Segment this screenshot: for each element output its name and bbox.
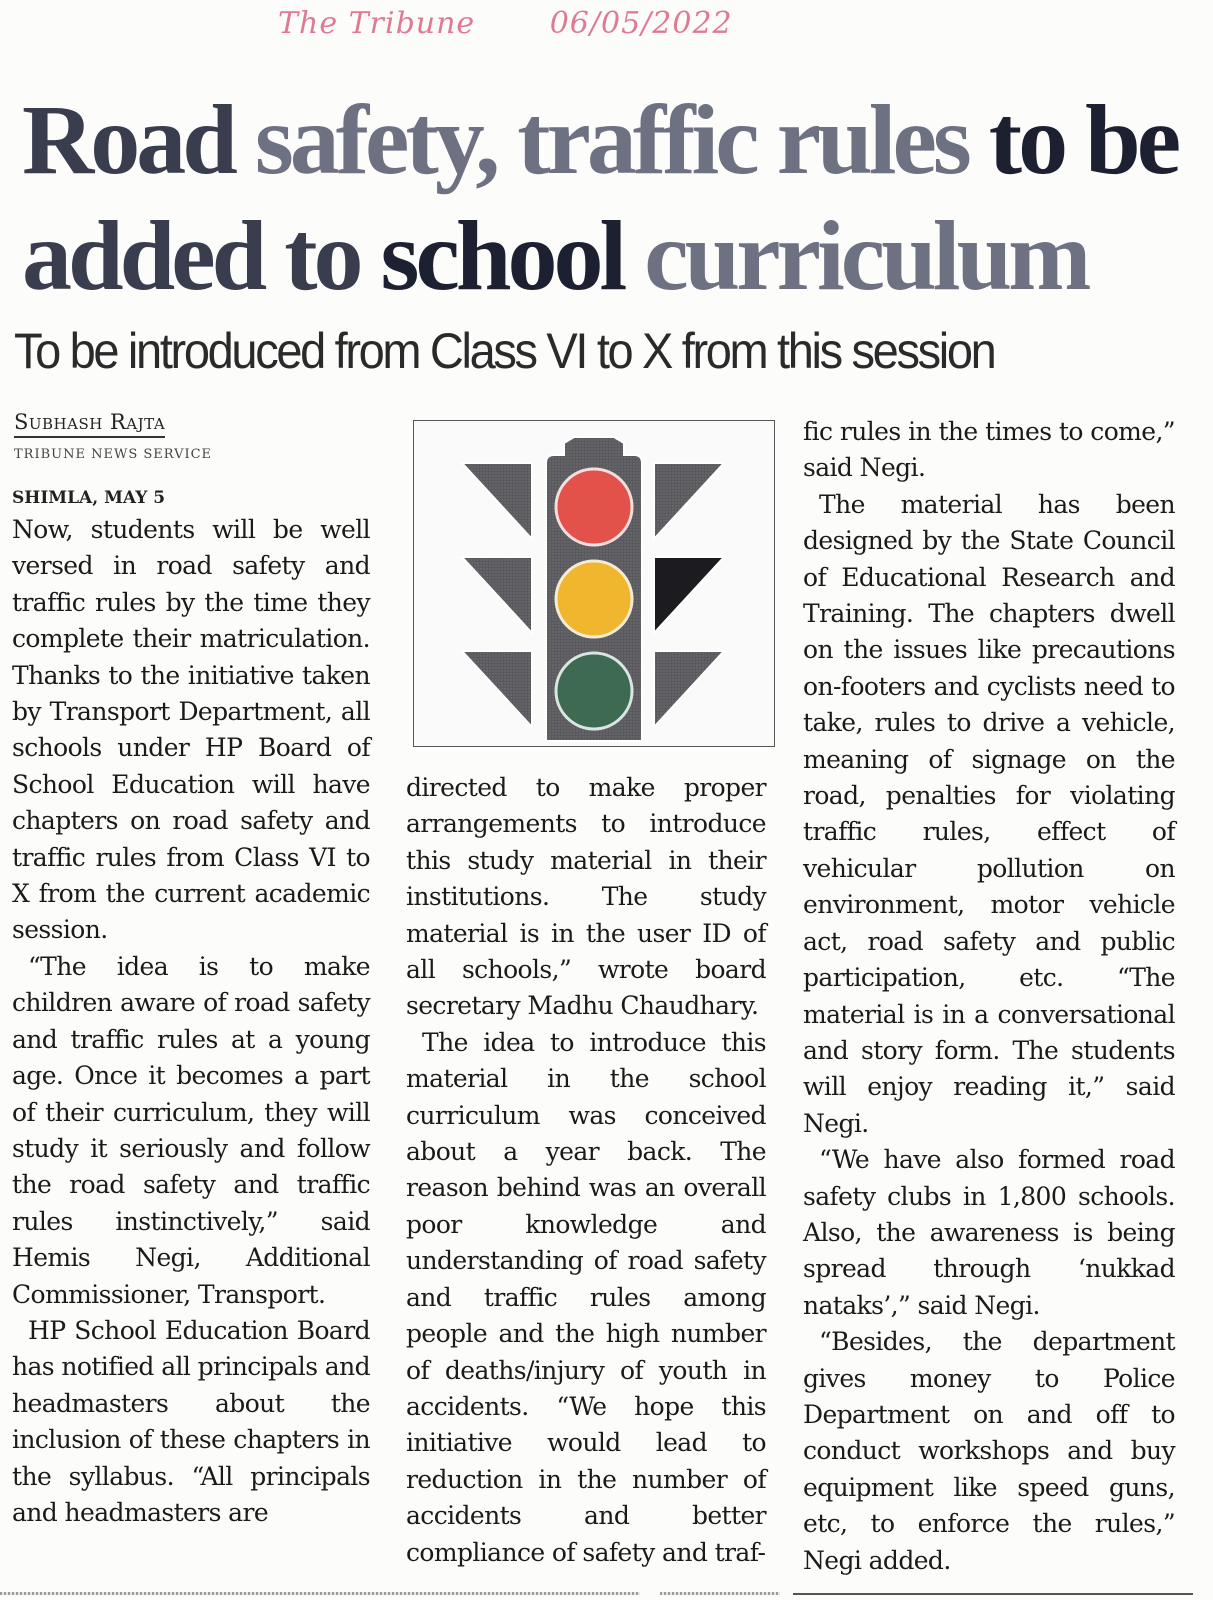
paragraph: “The idea is to make children aware of road safety and traffic rules at a young age. Once it becomes a part of their curriculum, they will study it seriously and follow the road safety and traffic rules instinctively,” said Hemis Negi, Additional Commissioner, Transport.	[12, 951, 370, 1309]
article-column-2	[406, 770, 766, 1571]
right-visor-top	[654, 463, 724, 539]
subheadline: To be introduced from Class VI to X from this session	[14, 323, 995, 379]
green-light	[556, 653, 632, 729]
article-column-3	[803, 414, 1175, 1579]
headline-word: Road	[22, 84, 234, 195]
paragraph: “Besides, the department gives money to Police Department on and off to conduct workshops and buy equipment like speed guns, etc, to enforce the rules,” Negi added.	[803, 1327, 1175, 1575]
headline	[22, 82, 1202, 314]
handwritten-date: 06/05/2022	[549, 6, 733, 41]
headline-word: traffic	[496, 84, 756, 195]
left-visor-top	[462, 463, 532, 539]
headline-word: safety,	[233, 84, 497, 195]
handwritten-publication: The Tribune	[278, 6, 476, 41]
headline-word: rules	[755, 84, 968, 195]
dateline: SHIMLA, MAY 5	[12, 488, 166, 508]
right-visor-bottom	[654, 651, 724, 727]
bottom-divider	[660, 1592, 780, 1595]
left-visor-mid	[462, 557, 532, 633]
bottom-divider	[0, 1592, 640, 1595]
paragraph: “We have also formed road safety clubs in 1,800 schools. Also, the awareness is being spread through ‘nukkad nataks’,” said Negi.	[803, 1145, 1175, 1320]
traffic-light-icon	[414, 421, 774, 746]
headline-word: to be	[967, 84, 1178, 195]
article-column-1	[12, 512, 370, 1531]
left-visor-bottom	[462, 651, 532, 727]
right-visor-mid	[654, 557, 724, 633]
paragraph: directed to make proper arrangements to introduce this study material in their institutions. The study material is in the user ID of all schools,” wrote board secretary Madhu Chaudhary.	[406, 773, 766, 1021]
traffic-light-photo	[413, 420, 775, 747]
headline-word: curriculum	[623, 200, 1088, 311]
paragraph: fic rules in the times to come,” said Negi.	[803, 417, 1175, 483]
paragraph: HP School Education Board has notified all principals and headmasters about the inclusion of these chapters in the syllabus. “All principals and headmasters are	[12, 1315, 370, 1527]
red-light	[556, 469, 632, 545]
headline-line-1	[22, 82, 1202, 198]
author-byline: Subhash Rajta	[14, 410, 165, 438]
paragraph: The material has been designed by the State Council of Educational Research and Training. The chapters dwell on the issues like precautions on-footers and cyclists need to take, rules to drive a vehicle, meaning of signage on the road, penalties for violating traffic rules, effect of vehicular pollution on environment, motor vehicle act, road safety and public participation, etc. “The material is in a conversational and story form. The students will enjoy reading it,” said Negi.	[803, 489, 1175, 1138]
bottom-divider-solid	[793, 1593, 1193, 1595]
paragraph: The idea to introduce this material in the school curriculum was conceived about a year back. The reason behind was an overall poor knowledge and understanding of road safety and traffic rules among people and the high number of deaths/injury of youth in accidents. “We hope this initiative would lead to reduction in the number of accidents and better compliance of safety and traf-	[406, 1027, 766, 1567]
handwritten-annotation	[278, 6, 797, 41]
headline-word: added to	[22, 200, 360, 311]
headline-line-2	[22, 198, 1202, 314]
amber-light	[556, 561, 632, 637]
headline-word: school	[359, 200, 624, 311]
paragraph: Now, students will be well versed in road safety and traffic rules by the time they complete their matriculation. Thanks to the initiative taken by Transport Department, all schools under HP Board of School Education will have chapters on road safety and traffic rules from Class VI to X from the current academic session.	[12, 515, 370, 945]
news-service: TRIBUNE NEWS SERVICE	[14, 447, 213, 462]
